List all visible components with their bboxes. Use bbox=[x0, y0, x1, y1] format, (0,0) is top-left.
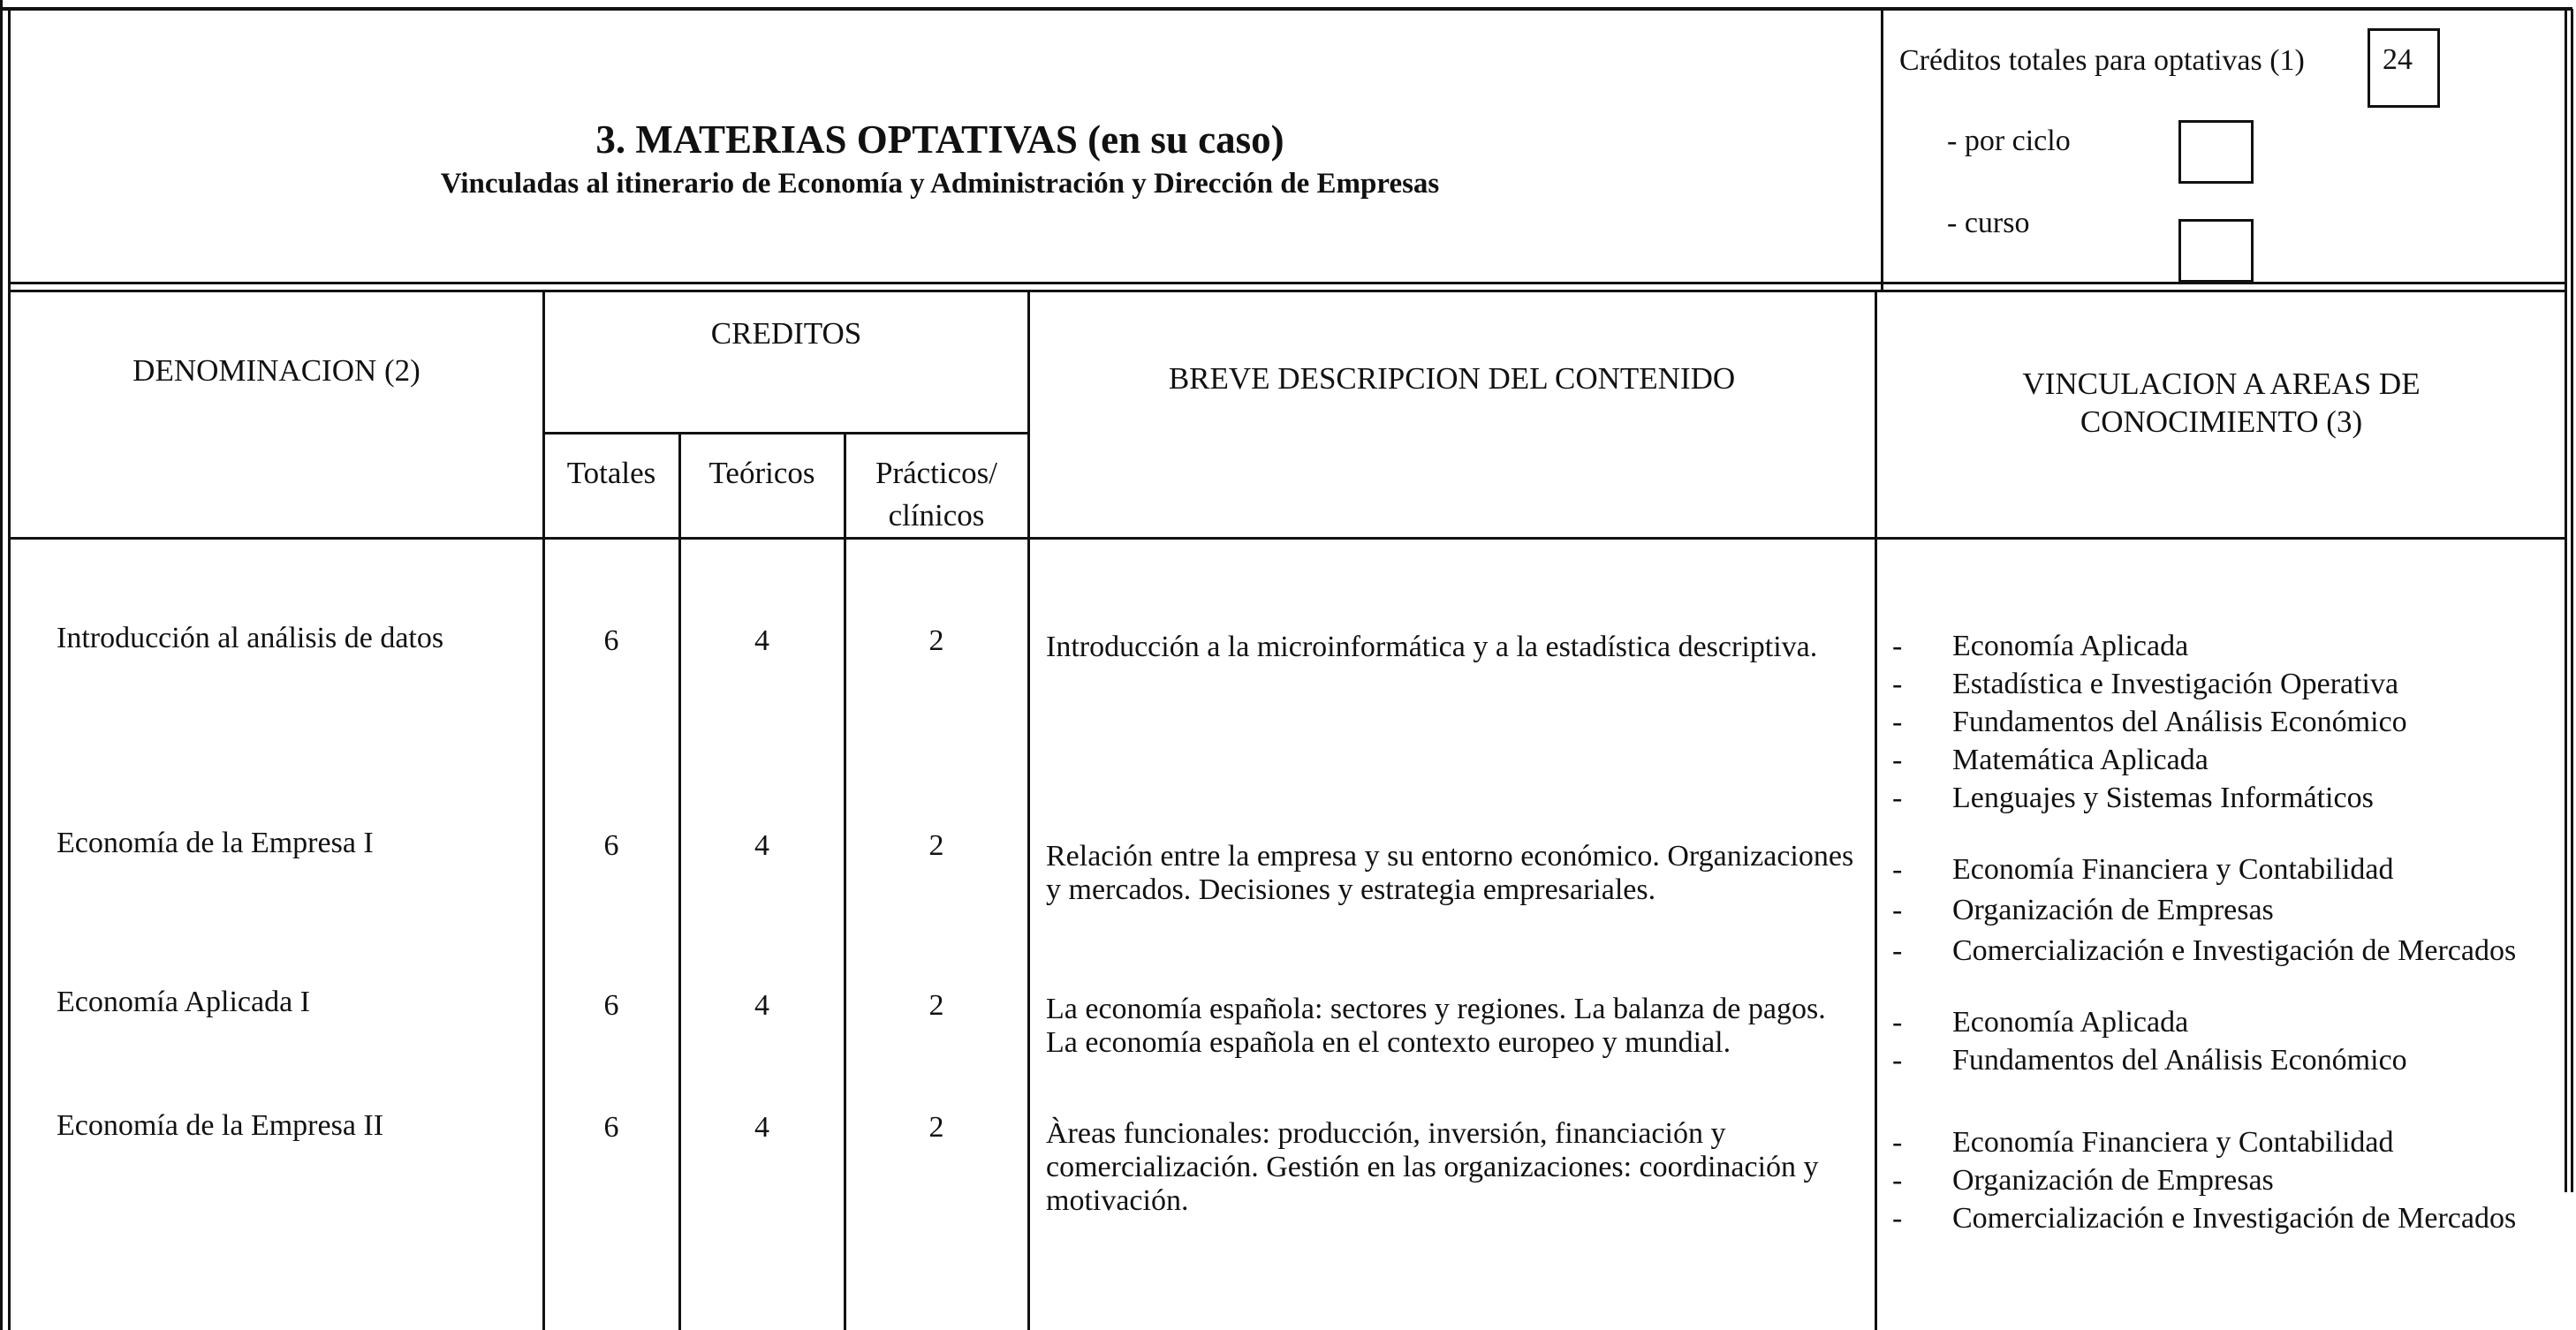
knowledge-areas bbox=[1892, 1003, 2407, 1079]
credits-teoricos: 4 bbox=[754, 1111, 769, 1144]
col-teoricos: Teóricos bbox=[708, 456, 815, 490]
rule-col-4 bbox=[1027, 291, 1030, 1330]
credits-totales: 6 bbox=[603, 1111, 619, 1144]
rule-right-inner bbox=[2565, 9, 2567, 1192]
area-item: - Comercialización e Investigación de Mercados bbox=[1892, 934, 2517, 967]
rule-top bbox=[0, 7, 2572, 11]
area-item: - Matemática Aplicada bbox=[1892, 744, 2209, 776]
credits-practicos: 2 bbox=[928, 1111, 944, 1144]
credits-teoricos: 4 bbox=[754, 989, 769, 1022]
area-item: - Lenguajes y Sistemas Informáticos bbox=[1892, 782, 2374, 814]
credits-totales: 6 bbox=[603, 989, 619, 1022]
col-practicos-line2: clínicos bbox=[888, 498, 985, 533]
per-ciclo-box bbox=[2178, 120, 2254, 184]
credits-totales: 6 bbox=[603, 829, 619, 862]
col-vinculacion-line2: CONOCIMIENTO (3) bbox=[2080, 404, 2363, 439]
rule-creditos-split bbox=[544, 432, 1029, 435]
subject-description: Relación entre la empresa y su entorno económico. Organizaciones y mercados. Decisiones y estrategia empresariales. bbox=[1046, 840, 1854, 906]
knowledge-areas bbox=[1892, 1123, 2516, 1237]
rule-col-5 bbox=[1875, 291, 1877, 1330]
area-item: - Organización de Empresas bbox=[1892, 1164, 2274, 1197]
curso-box bbox=[2178, 219, 2254, 283]
col-totales: Totales bbox=[566, 456, 656, 490]
rule-left-inner bbox=[8, 9, 11, 1330]
area-item: - Economía Aplicada bbox=[1892, 630, 2189, 662]
credits-totales: 6 bbox=[603, 624, 619, 657]
knowledge-areas bbox=[1892, 627, 2407, 817]
total-credits-label: Créditos totales para optativas (1) bbox=[1899, 44, 2305, 77]
credits-practicos: 2 bbox=[928, 989, 944, 1022]
total-credits-value: 24 bbox=[2383, 43, 2413, 76]
rule-col-2 bbox=[678, 433, 681, 1330]
per-ciclo-value bbox=[2181, 123, 2251, 135]
rule-col-3 bbox=[844, 433, 846, 1330]
curso-label: - curso bbox=[1947, 207, 2030, 239]
curso-value bbox=[2181, 222, 2251, 234]
total-credits-box bbox=[2368, 28, 2440, 108]
credits-teoricos: 4 bbox=[754, 624, 769, 657]
subject-description: Introducción a la microinformática y a la estadística descriptiva. bbox=[1046, 631, 1818, 663]
subject-name: Economía Aplicada I bbox=[57, 986, 311, 1018]
area-item: - Fundamentos del Análisis Económico bbox=[1892, 1044, 2407, 1077]
col-vinculacion-line1: VINCULACION A AREAS DE bbox=[2022, 367, 2421, 401]
area-item: - Fundamentos del Análisis Económico bbox=[1892, 706, 2407, 738]
area-item: - Comercialización e Investigación de Mercados bbox=[1892, 1202, 2517, 1235]
col-denominacion: DENOMINACION (2) bbox=[133, 353, 420, 388]
area-item: - Organización de Empresas bbox=[1892, 894, 2274, 926]
per-ciclo-label: - por ciclo bbox=[1947, 125, 2071, 157]
credits-teoricos: 4 bbox=[754, 829, 769, 862]
credits-practicos: 2 bbox=[928, 829, 944, 862]
col-creditos: CREDITOS bbox=[710, 316, 862, 351]
col-descripcion: BREVE DESCRIPCION DEL CONTENIDO bbox=[1168, 361, 1736, 396]
area-item: - Estadística e Investigación Operativa bbox=[1892, 668, 2399, 700]
subject-name: Economía de la Empresa I bbox=[57, 827, 374, 859]
rule-left-outer bbox=[0, 0, 3, 1330]
rule-col-1 bbox=[542, 290, 545, 1330]
credits-practicos: 2 bbox=[928, 624, 944, 657]
rule-header-bottom-b bbox=[9, 290, 2567, 292]
subject-description: La economía española: sectores y regiones. La balanza de pagos. La economía española en el contexto europeo y mundial. bbox=[1046, 993, 1826, 1059]
rule-right-outer bbox=[2571, 9, 2573, 1192]
area-item: - Economía Aplicada bbox=[1892, 1006, 2189, 1039]
subject-name: Economía de la Empresa II bbox=[57, 1109, 384, 1142]
col-practicos-line1: Prácticos/ bbox=[875, 456, 998, 490]
page-subtitle: Vinculadas al itinerario de Economía y Administración y Dirección de Empresas bbox=[440, 168, 1440, 200]
area-item: - Economía Financiera y Contabilidad bbox=[1892, 1126, 2394, 1159]
page-title: 3. MATERIAS OPTATIVAS (en su caso) bbox=[595, 117, 1284, 162]
area-item: - Economía Financiera y Contabilidad bbox=[1892, 853, 2394, 886]
knowledge-areas bbox=[1892, 850, 2516, 971]
subject-name: Introducción al análisis de datos bbox=[57, 622, 444, 654]
rule-colheader-bottom bbox=[9, 537, 2567, 540]
rule-header-divider bbox=[1881, 9, 1883, 291]
subject-description: Àreas funcionales: producción, inversión, financiación y comercialización. Gestión en las organizaciones: coordinación y motivación. bbox=[1046, 1117, 1819, 1217]
